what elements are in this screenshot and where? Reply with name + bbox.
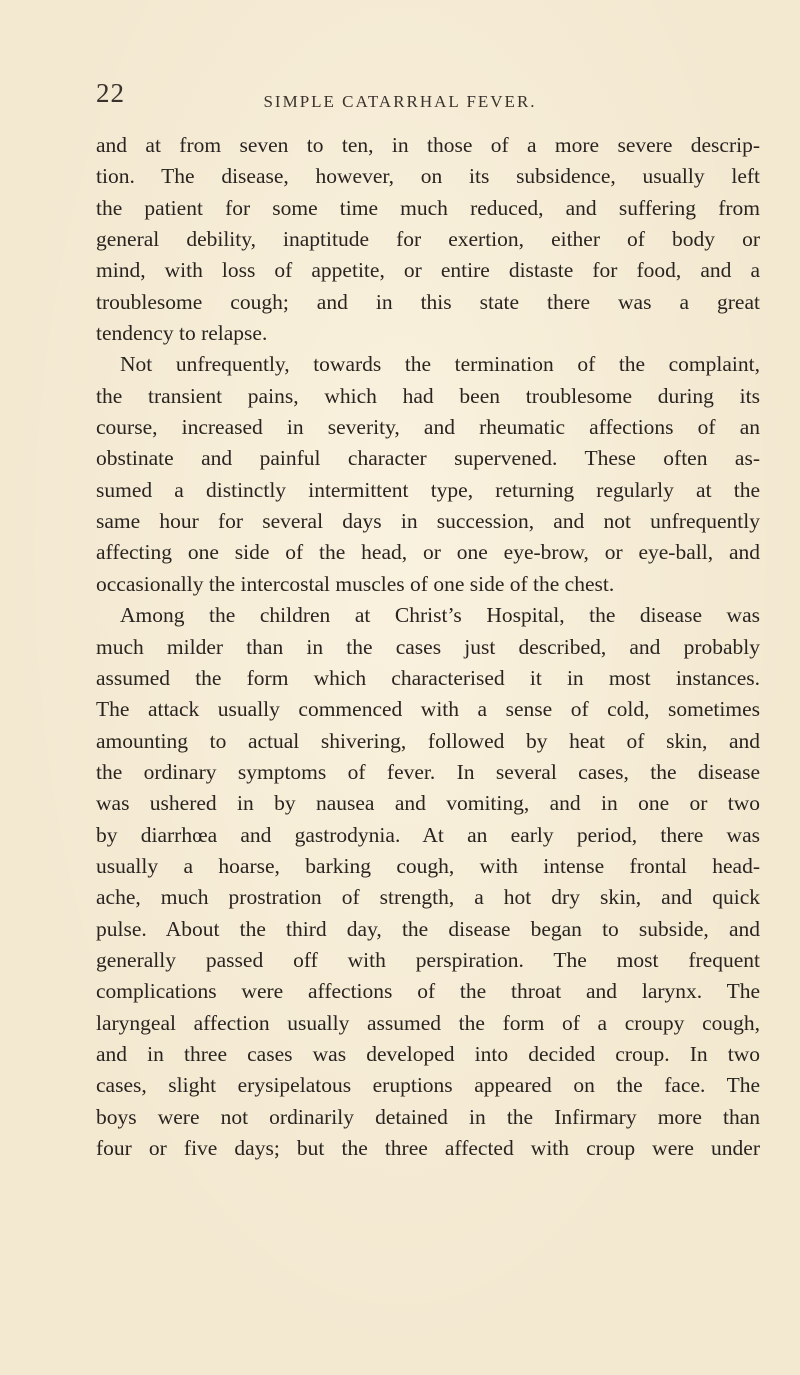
text-line: generally passed off with perspiration. The most frequent bbox=[96, 947, 760, 972]
running-title: SIMPLE CATARRHAL FEVER. bbox=[263, 92, 537, 111]
text-line: amounting to actual shivering, followed by heat of skin, and bbox=[96, 728, 760, 753]
text-line: assumed the form which characterised it in most instances. bbox=[96, 665, 760, 690]
text-line: pulse. About the third day, the disease began to subside, and bbox=[96, 916, 760, 941]
text-line: mind, with loss of appetite, or entire distaste for food, and a bbox=[96, 258, 760, 283]
text-line: tendency to relapse. bbox=[96, 321, 268, 346]
text-line: was ushered in by nausea and vomiting, and in one or two bbox=[96, 791, 760, 816]
text-line: affecting one side of the head, or one eye-brow, or eye-ball, and bbox=[96, 540, 760, 565]
text-line: boys were not ordinarily detained in the Infirmary more than bbox=[96, 1104, 760, 1129]
text-line: cases, slight erysipelatous eruptions appeared on the face. The bbox=[96, 1073, 760, 1098]
text-line: obstinate and painful character supervened. These often as- bbox=[96, 446, 760, 471]
running-head bbox=[0, 78, 800, 118]
text-line: the transient pains, which had been troublesome during its bbox=[96, 383, 760, 408]
text-line: occasionally the intercostal muscles of one side of the chest. bbox=[96, 571, 615, 596]
text-line: the patient for some time much reduced, and suffering from bbox=[96, 195, 760, 220]
text-line: usually a hoarse, barking cough, with intense frontal head- bbox=[96, 853, 760, 878]
text-line: complications were affections of the throat and larynx. The bbox=[96, 979, 760, 1004]
text-line: troublesome cough; and in this state there was a great bbox=[96, 289, 760, 314]
text-line: The attack usually commenced with a sense of cold, sometimes bbox=[96, 697, 760, 722]
text-line: four or five days; but the three affected with croup were under bbox=[96, 1136, 760, 1160]
page-number: 22 bbox=[96, 78, 125, 108]
text-line: laryngeal affection usually assumed the form of a croupy cough, bbox=[96, 1010, 760, 1035]
text-line: general debility, inaptitude for exertion, either of body or bbox=[96, 227, 760, 252]
body-text bbox=[96, 130, 760, 1164]
text-line: by diarrhœa and gastrodynia. At an early period, there was bbox=[96, 822, 760, 847]
paragraph-start-line: Not unfrequently, towards the termination of the complaint, bbox=[120, 352, 760, 377]
text-line: ache, much prostration of strength, a hot dry skin, and quick bbox=[96, 885, 760, 910]
text-line: tion. The disease, however, on its subsidence, usually left bbox=[96, 164, 760, 189]
text-line: and in three cases was developed into decided croup. In two bbox=[96, 1041, 760, 1066]
text-line: course, increased in severity, and rheumatic affections of an bbox=[96, 415, 760, 440]
text-line: sumed a distinctly intermittent type, returning regularly at the bbox=[96, 477, 760, 502]
text-line: same hour for several days in succession, and not unfrequently bbox=[96, 509, 760, 534]
paragraph-start-line: Among the children at Christ’s Hospital, the disease was bbox=[120, 603, 760, 628]
text-line: and at from seven to ten, in those of a more severe descrip- bbox=[96, 133, 760, 157]
text-line: much milder than in the cases just described, and probably bbox=[96, 634, 760, 659]
text-line: the ordinary symptoms of fever. In several cases, the disease bbox=[96, 759, 760, 784]
